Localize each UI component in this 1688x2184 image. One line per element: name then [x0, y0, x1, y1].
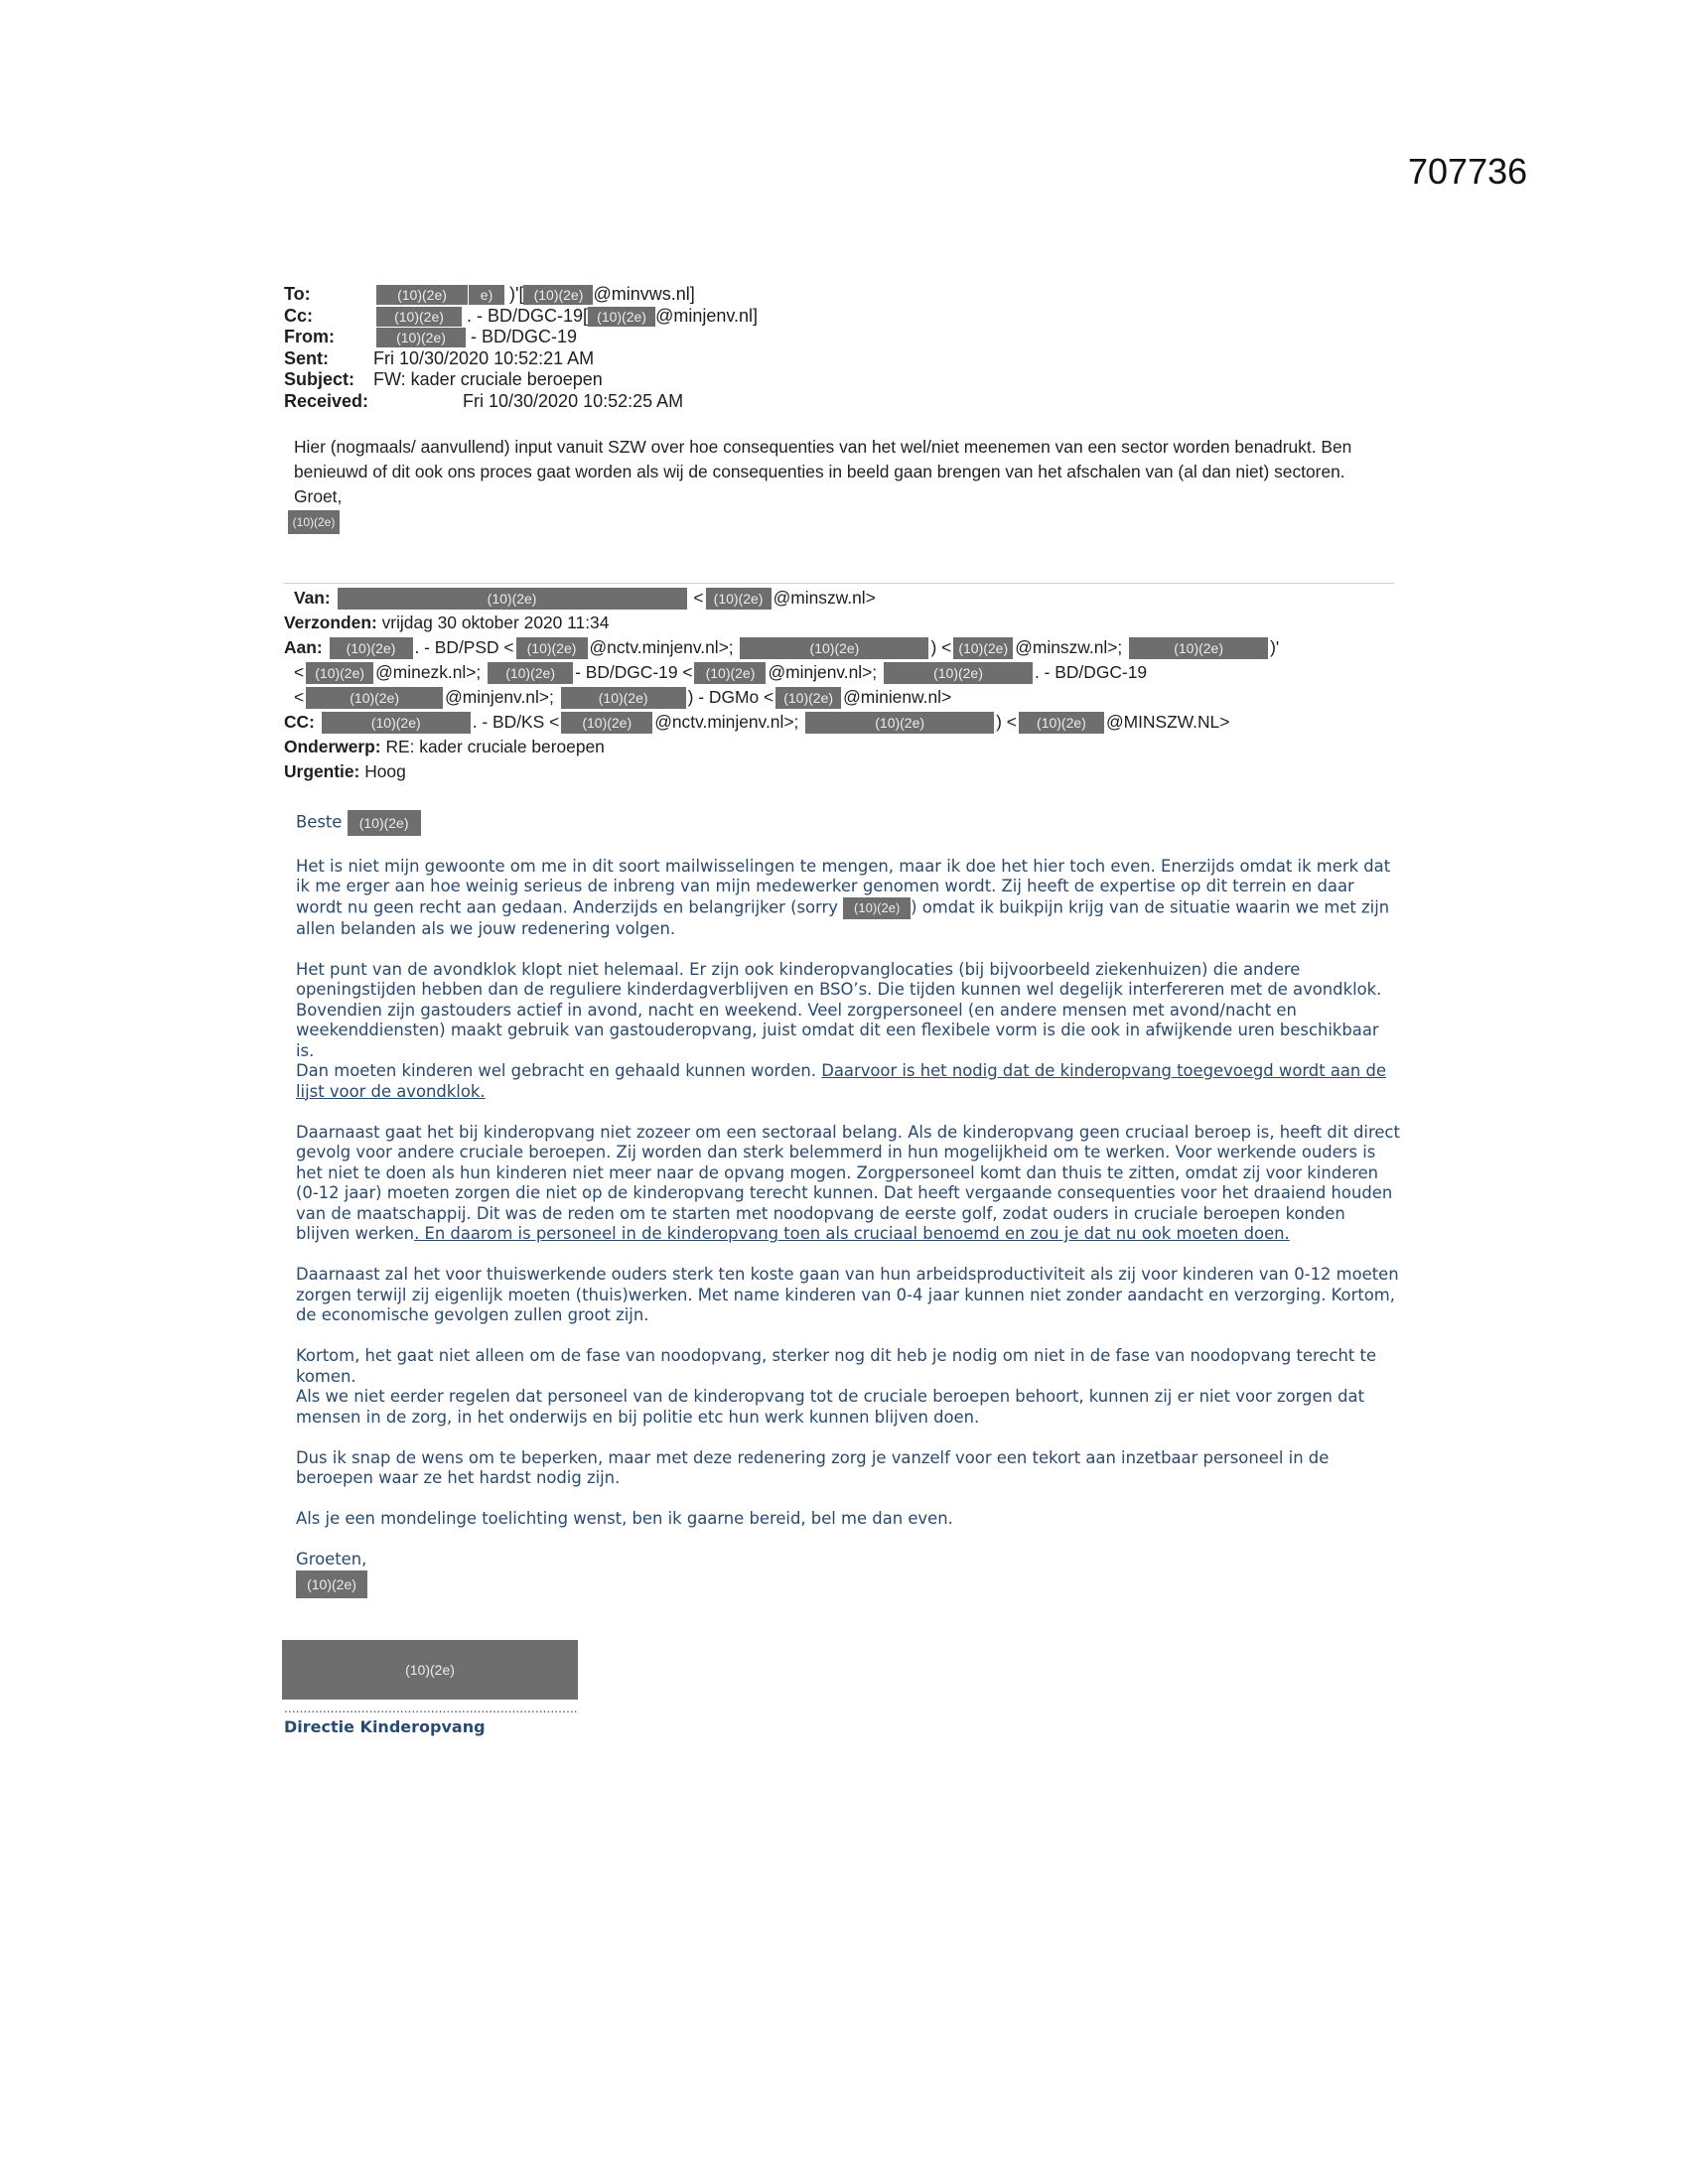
recipient-text: - BD/DGC-19 < — [575, 662, 693, 682]
subject-row — [284, 369, 1078, 391]
to-domain: @minvws.nl] — [593, 284, 695, 304]
underlined-text: . En daarom is personeel in de kinderopvang toen als cruciaal benoemd en zou je dat nu ook moeten doen. — [414, 1224, 1290, 1243]
subject-label: Subject: — [284, 369, 355, 389]
redaction: (10)(2e) — [376, 307, 462, 327]
aan-label: Aan: — [284, 637, 323, 657]
redaction: (10)(2e) — [775, 687, 841, 709]
paragraph-4: Daarnaast zal het voor thuiswerkende ouders sterk ten koste gaan van hun arbeidsproductiviteit als zij voor kinderen van 0-12 moeten zorgen terwijl zij eigenlijk moeten (thuis)werken. Met name kinderen van 0-4 jaar kunnen niet zonder aandacht en verzorging. Kortom, de economische gevolgen zullen groot zijn. — [296, 1265, 1399, 1324]
recipient-text: ) - DGMo < — [687, 687, 774, 707]
subject-value: FW: kader cruciale beroepen — [373, 369, 603, 389]
paragraph-3 — [296, 1123, 1400, 1245]
cc-row — [284, 710, 1416, 735]
redaction: (10)(2e) — [296, 1570, 367, 1598]
salutation — [296, 810, 1400, 836]
redaction: (10)(2e) — [805, 712, 994, 734]
closing: Groeten, — [296, 1550, 367, 1569]
redaction: (10)(2e) — [561, 687, 686, 709]
van-label: Van: — [294, 588, 331, 608]
recipient-text: < — [294, 662, 305, 682]
recipient-text: )' — [1270, 637, 1280, 657]
paragraph-5 — [296, 1346, 1400, 1428]
salutation-text: Beste — [296, 812, 343, 832]
paragraph-text: Het punt van de avondklok klopt niet helemaal. Er zijn ook kinderopvanglocaties (bij bijvoorbeeld ziekenhuizen) die andere openingstijden hebben dan de reguliere kinderdagverblijven en BSO’s. Die tijden kunnen wel degelijk interfereren met de avondklok. Bovendien zijn gastouders actief in avond, nacht en weekend. Veel zorgpersoneel (en andere mensen met avond/nacht en weekenddiensten) maakt gebruik van gastouderopvang, juist omdat dit een flexibele vorm is die ook in afwijkende uren beschikbaar is. — [296, 959, 1382, 1060]
recipient-text: . - BD/PSD < — [414, 637, 514, 657]
urgentie-label: Urgentie: — [284, 761, 360, 781]
aan-row-2 — [284, 660, 1416, 685]
from-text: - BD/DGC-19 — [471, 327, 578, 346]
cc-text: . - BD/DGC-19[ — [467, 305, 589, 326]
signature-dots: ............................................................................ — [284, 1700, 578, 1715]
cc-domain: @nctv.minjenv.nl>; — [654, 712, 799, 732]
redaction: (10)(2e) — [588, 307, 655, 327]
aan-row-1 — [284, 635, 1416, 660]
redaction: (10)(2e) — [1019, 712, 1104, 734]
redaction: (10)(2e) — [694, 662, 766, 684]
urgentie-row — [284, 759, 1416, 784]
van-domain: @minszw.nl> — [773, 588, 876, 608]
recipient-domain: @minjenv.nl>; — [768, 662, 878, 682]
received-value: Fri 10/30/2020 10:52:25 AM — [463, 390, 684, 411]
document-number: 707736 — [1408, 151, 1528, 192]
cc-domain: @MINSZW.NL> — [1105, 712, 1230, 732]
from-label: From: — [284, 327, 335, 346]
recipient-domain: @minszw.nl>; — [1015, 637, 1123, 657]
to-label: To: — [284, 284, 311, 304]
paragraph-1 — [296, 857, 1400, 940]
redaction: (10)(2e) — [488, 662, 573, 684]
redaction: (10)(2e) — [561, 712, 652, 734]
department-name: Directie Kinderopvang — [284, 1717, 486, 1736]
paragraph-6: Dus ik snap de wens om te beperken, maar met deze redenering zorg je vanzelf voor een tekort aan inzetbaar personeel in de beroepen waar ze het hardst nodig zijn. — [296, 1447, 1330, 1487]
forwarded-header — [284, 586, 1416, 784]
sent-label: Sent: — [284, 347, 329, 368]
redaction: (10)(2e) — [348, 810, 421, 836]
verzonden-value: vrijdag 30 oktober 2020 11:34 — [381, 613, 610, 632]
redaction: (10)(2e) — [306, 687, 443, 709]
message-body — [296, 810, 1400, 1598]
redaction: (10)(2e) — [884, 662, 1033, 684]
sent-row — [284, 348, 1078, 370]
intro-message — [294, 435, 1396, 534]
cc-domain: @minjenv.nl] — [655, 305, 759, 326]
signature-redaction: (10)(2e) — [282, 1640, 578, 1700]
redaction: (10)(2e) — [843, 897, 911, 919]
redaction: (10)(2e) — [338, 588, 687, 610]
aan-row-3 — [284, 685, 1416, 710]
redaction: (10)(2e) — [706, 588, 772, 610]
cc-row — [284, 306, 1078, 328]
van-open: < — [693, 588, 704, 608]
redaction: (10)(2e) — [523, 285, 593, 305]
paragraph-text: Daarnaast gaat het bij kinderopvang niet zozeer om een sectoraal belang. Als de kinderopvang geen cruciaal beroep is, heeft dit direct gevolg voor andere cruciale beroepen. Zij worden dan sterk belemmerd in hun mogelijkheid om te werken. Voor werkende ouders is het niet te doen als hun kinderen niet meer naar de opvang mogen. Zorgpersoneel komt dan thuis te zitten, omdat zij voor kinderen (0-12 jaar) moeten zorgen die niet op de kinderopvang terecht kunnen. Dat heeft vergaande consequenties voor het draaiend houden van de maatschappij. Dit was de reden om te starten met noodopvang de eerste golf, zodat ouders in cruciale beroepen konden blijven werken — [296, 1122, 1400, 1243]
intro-greeting: Groet, — [294, 486, 343, 506]
sent-value: Fri 10/30/2020 10:52:21 AM — [373, 347, 595, 368]
recipient-text: ) < — [930, 637, 952, 657]
redaction: (10)(2e) — [288, 510, 340, 534]
recipient-domain: @minjenv.nl>; — [445, 687, 554, 707]
recipient-domain: @minienw.nl> — [843, 687, 952, 707]
separator — [284, 583, 1394, 584]
from-row — [284, 327, 1078, 348]
onderwerp-value: RE: kader cruciale beroepen — [385, 737, 605, 756]
paragraph-7: Als je een mondelinge toelichting wenst, ben ik gaarne bereid, bel me dan even. — [296, 1509, 953, 1528]
recipient-text: < — [294, 687, 305, 707]
to-bracket: )'[ — [509, 284, 524, 304]
redaction: (10)(2e) — [376, 285, 468, 305]
intro-text: Hier (nogmaals/ aanvullend) input vanuit SZW over hoe consequenties van het wel/niet meenemen van een sector worden benadrukt. Ben benieuwd of dit ook ons proces gaat worden als wij de consequenties in beeld gaan brengen van het afschalen van (al dan niet) sectoren. — [294, 437, 1352, 481]
received-row — [284, 391, 1078, 413]
redaction: e) — [469, 285, 504, 305]
urgentie-value: Hoog — [364, 761, 406, 781]
redaction: (10)(2e) — [516, 637, 588, 659]
recipient-text: . - BD/DGC-19 — [1034, 662, 1148, 682]
onderwerp-row — [284, 735, 1416, 759]
redaction: (10)(2e) — [376, 328, 466, 347]
paragraph-text: Het is niet mijn gewoonte om me in dit soort mailwisselingen te mengen, maar ik doe het hier toch even. Enerzijds omdat ik merk dat ik me erger aan hoe weinig serieus de inbreng van mijn medewerker genomen wordt. Zij heeft de expertise op dit terrein en daar wordt nu geen recht aan gedaan. Anderzijds en belangrijker (sorry — [296, 856, 1391, 916]
redaction: (10)(2e) — [306, 662, 373, 684]
paragraph-text: ) omdat ik buikpijn krijg van de situatie waarin we met zijn allen belanden als we jouw redenering volgen. — [296, 897, 1390, 938]
paragraph-text: Als we niet eerder regelen dat personeel van de kinderopvang tot de cruciale beroepen behoort, kunnen zij er niet voor zorgen dat mensen in de zorg, in het onderwijs en bij politie etc hun werk kunnen blijven doen. — [296, 1387, 1365, 1427]
recipient-domain: @nctv.minjenv.nl>; — [589, 637, 734, 657]
van-row — [284, 586, 1416, 611]
verzonden-label: Verzonden: — [284, 613, 377, 632]
redaction: (10)(2e) — [322, 712, 471, 734]
cc-text: ) < — [996, 712, 1017, 732]
received-label: Received: — [284, 390, 369, 411]
recipient-domain: @minezk.nl>; — [375, 662, 482, 682]
onderwerp-label: Onderwerp: — [284, 737, 381, 756]
cc-label: CC: — [284, 712, 315, 732]
redaction: (10)(2e) — [953, 637, 1013, 659]
underlined-text: Daarvoor is het nodig dat de kinderopvang toegevoegd wordt aan de lijst voor de avondklok. — [296, 1061, 1387, 1101]
redaction: (10)(2e) — [1129, 637, 1268, 659]
cc-text: . - BD/KS < — [472, 712, 560, 732]
to-row — [284, 284, 1078, 306]
paragraph-text: Dan moeten kinderen wel gebracht en gehaald kunnen worden. — [296, 1061, 817, 1080]
cc-label: Cc: — [284, 305, 314, 326]
paragraph-text: Kortom, het gaat niet alleen om de fase van noodopvang, sterker nog dit heb je nodig om niet in de fase van noodopvang terecht te komen. — [296, 1346, 1377, 1386]
paragraph-2 — [296, 960, 1400, 1103]
outlook-header — [284, 284, 1078, 412]
redaction: (10)(2e) — [330, 637, 413, 659]
redaction: (10)(2e) — [740, 637, 928, 659]
verzonden-row — [284, 611, 1416, 635]
